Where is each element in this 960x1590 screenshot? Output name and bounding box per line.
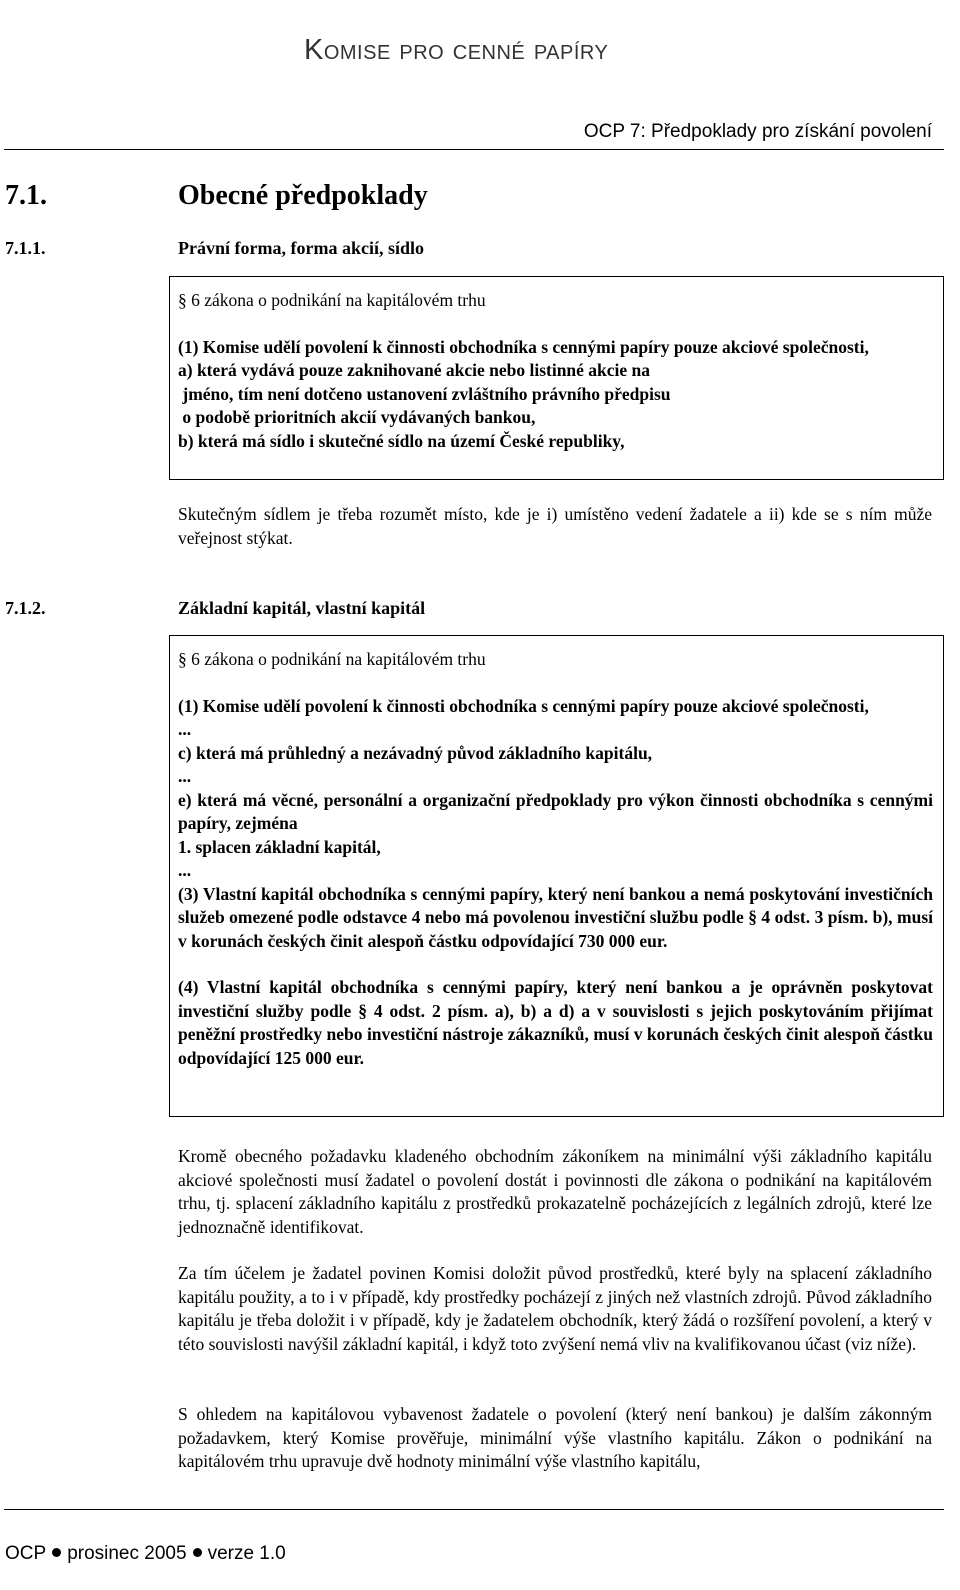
law-line: ... bbox=[178, 860, 192, 880]
law-line: o podobě prioritních akcií vydávaných bankou, bbox=[178, 407, 536, 427]
law-line: ... bbox=[178, 719, 192, 739]
law-line: (3) Vlastní kapitál obchodníka s cennými papíry, který není bankou a nemá poskytování investičních služeb omezené podle odstavce 4 nebo má povolenou investiční službu podle § 4 odst. 3 písm. b), musí v korunách českých činit alespoň částku odpovídající 730 000 eur. bbox=[178, 883, 933, 951]
law-line: jméno, tím není dotčeno ustanovení zvláštního právního předpisu bbox=[178, 383, 671, 404]
law-line: e) která má věcné, personální a organizační předpoklady pro výkon činnosti obchodníka s cennými papíry, zejména bbox=[178, 789, 933, 833]
law-line: (1) Komise udělí povolení k činnosti obchodníka s cennými papíry pouze akciové společnosti, bbox=[178, 695, 869, 716]
subsection-number: 7.1.1. bbox=[5, 238, 46, 258]
law-line: (1) Komise udělí povolení k činnosti obchodníka s cennými papíry pouze akciové společnosti, bbox=[178, 336, 869, 357]
section-title: Obecné předpoklady bbox=[178, 180, 428, 211]
subsection-number: 7.1.2. bbox=[5, 598, 46, 618]
law-line: (4) Vlastní kapitál obchodníka s cennými papíry, který není bankou a je oprávněn poskytovat investiční služby podle § 4 odst. 2 písm. a), b) a d) a v souvislosti s jejich poskytováním přijímat peněžní prostředky nebo investiční nástroje zákazníků, musí v korunách českých činit alespoň částku odpovídající 125 000 eur. bbox=[178, 977, 933, 1068]
law-heading: § 6 zákona o podnikání na kapitálovém trhu bbox=[178, 290, 486, 310]
law-line: a) která vydává pouze zaknihované akcie nebo listinné akcie na bbox=[178, 360, 651, 380]
subsection-title: Právní forma, forma akcií, sídlo bbox=[178, 238, 424, 258]
footer-version: verze 1.0 bbox=[207, 1543, 286, 1564]
footer-date: prosinec 2005 bbox=[67, 1543, 187, 1564]
footer bbox=[5, 1543, 286, 1565]
bullet-icon bbox=[52, 1548, 61, 1557]
law-excerpt-box bbox=[169, 635, 944, 1117]
footer-rule bbox=[4, 1509, 944, 1510]
law-line: 1. splacen základní kapitál, bbox=[178, 836, 381, 857]
logo-text: Komise pro cenné papíry bbox=[304, 34, 609, 66]
footer-org: OCP bbox=[5, 1543, 47, 1564]
paragraph: S ohledem na kapitálovou vybavenost žadatele o povolení (který není bankou) je dalším zákonným požadavkem, který Komise prověřuje, minimální výše vlastního kapitálu. Zákon o podnikání na kapitálovém trhu upravuje dvě hodnoty minimální výše vlastního kapitálu, bbox=[178, 1404, 932, 1471]
header-chapter: OCP 7: Předpoklady pro získání povolení bbox=[583, 121, 932, 142]
subsection-title: Základní kapitál, vlastní kapitál bbox=[178, 598, 426, 618]
bullet-icon bbox=[193, 1548, 202, 1557]
law-heading: § 6 zákona o podnikání na kapitálovém trhu bbox=[178, 649, 486, 669]
law-line: ... bbox=[178, 766, 192, 786]
law-line: c) která má průhledný a nezávadný původ základního kapitálu, bbox=[178, 742, 653, 763]
logo-icon bbox=[234, 2, 304, 96]
header-rule bbox=[4, 149, 944, 150]
section-number: 7.1. bbox=[5, 180, 47, 211]
law-line: b) která má sídlo i skutečné sídlo na území České republiky, bbox=[178, 430, 625, 451]
paragraph: Kromě obecného požadavku kladeného obchodním zákoníkem na minimální výši základního kapitálu akciové společnosti musí žadatel o povolení dostát i povinnosti dle zákona o podnikání na kapitálovém trhu, tj. splacení základního kapitálu z prostředků prokazatelně pocházejících z legálních zdrojů, které lze jednoznačně identifikovat. bbox=[178, 1146, 932, 1237]
paragraph: Za tím účelem je žadatel povinen Komisi doložit původ prostředků, které byly na splacení základního kapitálu použity, a to i v případě, kdy prostředky pocházejí z jiných než vlastních zdrojů. Původ základního kapitálu je třeba doložit i v případě, kdy je žadatelem obchodník, který žádá o rozšíření povolení, a který v této souvislosti navýšil základní kapitál, i když toto zvýšení nemá vliv na kvalifikovanou účast (viz níže). bbox=[178, 1263, 932, 1354]
paragraph: Skutečným sídlem je třeba rozumět místo, kde je i) umístěno vedení žadatele a ii) kde se s ním může veřejnost stýkat. bbox=[178, 504, 932, 548]
law-excerpt-box bbox=[169, 276, 944, 480]
